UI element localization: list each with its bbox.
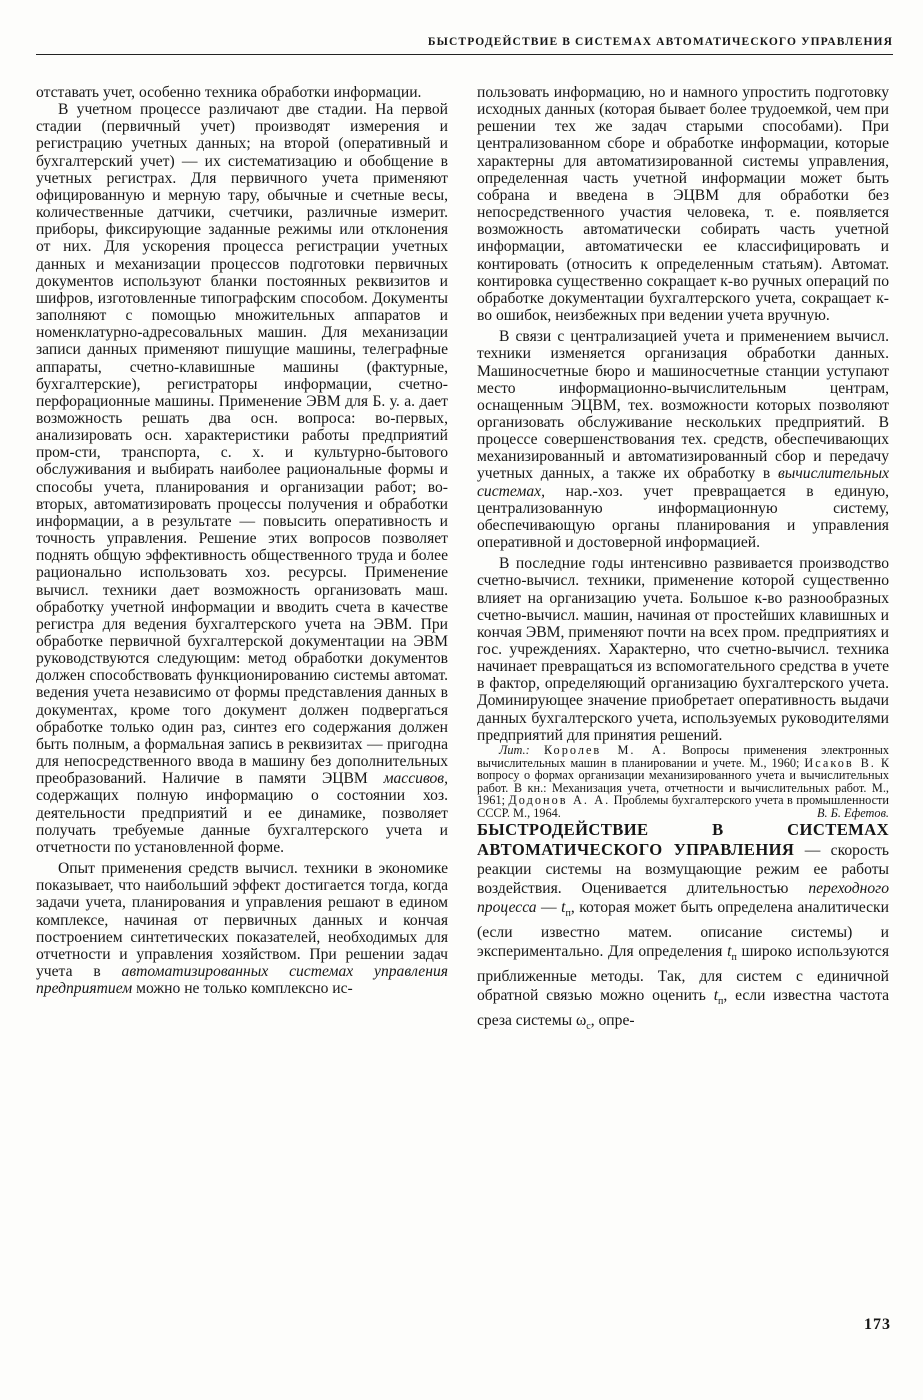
author-signature: В. Б. Ефетов. — [816, 805, 889, 820]
running-header: БЫСТРОДЕЙСТВИЕ В СИСТЕМАХ АВТОМАТИЧЕСКОГО УПРАВЛЕНИЯ — [36, 36, 893, 55]
italic-term: массивов, — [383, 770, 448, 788]
paragraph: В связи с централизацией учета и применением вычисл. техники изменяется организация обработки данных. Машиносчетные бюро и машиносчетные станции уступают место информационно-вычислительным центрам, оснащенным ЭЦВМ, тех. возможности которых позволяют организовать обслуживание нескольких предприятий. В процессе совершенствования тех. средств, обеспечивающих механизированный и автоматизированный сбор и передачу учетных данных, а также их обработку в вычислительных системах, нар.-хоз. учет превращается в единую, централизованную информационную систему, обеспечивающую органы планирования и управления оперативной и достоверной информацией. — [477, 328, 889, 552]
literature-references: Лит.: Королев М. А. Вопросы применения электронных вычислительных машин в планировании и учете. М., 1960; Исаков В. К вопросу о формах организации механизированного учета и вычислительных работ. В кн.: Механизация учета, отчетности и вычислительных работ. М., 1961; Додонов А. А. Проблемы бухгалтерского учета в промышленности СССР. М., 1964. В. Б. Ефетов. — [477, 742, 890, 820]
paragraph: пользовать информацию, но и намного упростить подготовку исходных данных (которая бывает более трудоемкой, чем при решении тех же задач старыми способами). При централизованном сборе и обработке информации, которые характерны для автоматизированной системы управления, определенная часть учетной информации может быть собрана и введена в ЭЦВМ для обработки без непосредственного участия человека, т. е. появляется возможность автоматически собирать часть учетной информации, автоматически ее классифицировать и контировать (относить к определенным статьям). Автомат. контировка существенно сокращает к-во ручных операций по обработке документации бухгалтерского учета, сокращает к-во ошибок, неизбежных при ведении учета вручную. — [477, 84, 889, 325]
paragraph: Опыт применения средств вычисл. техники в экономике показывает, что наибольший эффект достигается тогда, когда задачи учета, планирования и управления решают в едином комплексе, начиная от первичных данных и кончая построением синтетических показателей, необходимых для отчетности и управления хозяйством. При решении задач учета в автоматизированных системах управления предприятием можно не только комплексно ис- — [36, 860, 448, 998]
right-column — [477, 84, 889, 1036]
left-column — [36, 84, 448, 997]
paragraph: В последние годы интенсивно развивается производство счетно-вычисл. техники, применение которой существенно влияет на организацию учета. Большое к-во разнообразных счетно-вычисл. машин, начиная от простейших клавишных и кончая ЭВМ, применяют почти на всех пром. предприятиях и гос. учреждениях. Характерно, что счетно-вычисл. техника начинает превращаться из вспомогательного средства в учете в фактор, определяющий организацию бухгалтерского учета. Доминирующее значение приобретает оперативность выдачи данных бухгалтерского учета, используемых руководителями предприятий для принятия решений. — [477, 555, 889, 744]
paragraph: В учетном процессе различают две стадии. На первой стадии (первичный учет) производят измерения и регистрацию учетных данных; на второй (оперативный и бухгалтерский учет) — их систематизацию и обобщение в учетных регистрах. Для первичного учета применяют офицированную и мерную тару, обычные и счетные весы, количественные датчики, счетчики, различные измерит. приборы, фиксирующие заданные режимы или отклонения от них. Для ускорения процесса регистрации учетных данных и механизации процессов подготовки первичных документов используют бланки постоянных реквизитов и шифров, изготовленные типографским способом. Документы заполняют с помощью множительных аппаратов и номенклатурно-адресовальных машин. Для механизации записи данных применяют пишущие машины, телеграфные аппараты, счетно-клавишные машины (фактурные, бухгалтерские), регистраторы информации, счетно-перфорационные машины. Применение ЭВМ для Б. у. а. дает возможность решать два осн. вопроса: во-первых, анализировать осн. характеристики работы предприятий пром-сти, транспорта, с. х. и культурно-бытового обслуживания и выбирать наиболее рациональные формы и способы учета, планирования и организации работ; во-вторых, автоматизировать процессы получения и обработки информации, а в результате — повысить оперативность и точность управления. Решение этих вопросов позволяет поднять общую эффективность общественного труда и более рационально использовать хоз. ресурсы. Применение вычисл. техники дает возможность организовать маш. обработку учетной информации и вводить счета в качестве регистра для ведения бухгалтерского учета на ЭВМ. При обработке первичной бухгалтерской документации на ЭВМ руководствуются следующим: метод обработки документов должен способствовать функционированию системы автомат. ведения учета независимо от формы представления данных в документах, кроме того документ должен подвергаться обработке только один раз, синтез его содержания должен быть полным, а формальная запись в реквизитах — пригодна для непосредственного ввода в машину без дополнительных преобразований. Наличие в памяти ЭЦВМ массивов, содержащих полную информацию о состоянии хоз. деятельности предприятий и ее динамике, позволяет получать требуемые данные бухгалтерского учета и отчетности по установленной форме. — [36, 101, 448, 856]
italic-term: вычислительных системах, — [477, 465, 889, 500]
page-number: 173 — [864, 1316, 891, 1333]
entry-title: БЫСТРОДЕЙСТВИЕ В СИСТЕМАХ АВТОМАТИЧЕСКОГО УПРАВЛЕНИЯ — [477, 819, 889, 859]
paragraph: отставать учет, особенно техника обработки информации. — [36, 84, 422, 101]
italic-term: автоматизированных системах управления предприятием — [36, 962, 448, 998]
encyclopedia-entry: БЫСТРОДЕЙСТВИЕ В СИСТЕМАХ АВТОМАТИЧЕСКОГО УПРАВЛЕНИЯ — скорость реакции системы на возмущающие режим ее работы воздействия. Оценивается длительностью переходного процесса — $t_п$, которая может быть определена аналитически (если известно матем. описание системы) и экспериментально. Для определения $t_п$ широко используются приближенные методы. Так, для систем с единичной обратной связью можно оценить $t_п$, если известна частота среза системы $\omega_с$, опре- — [477, 819, 890, 1032]
